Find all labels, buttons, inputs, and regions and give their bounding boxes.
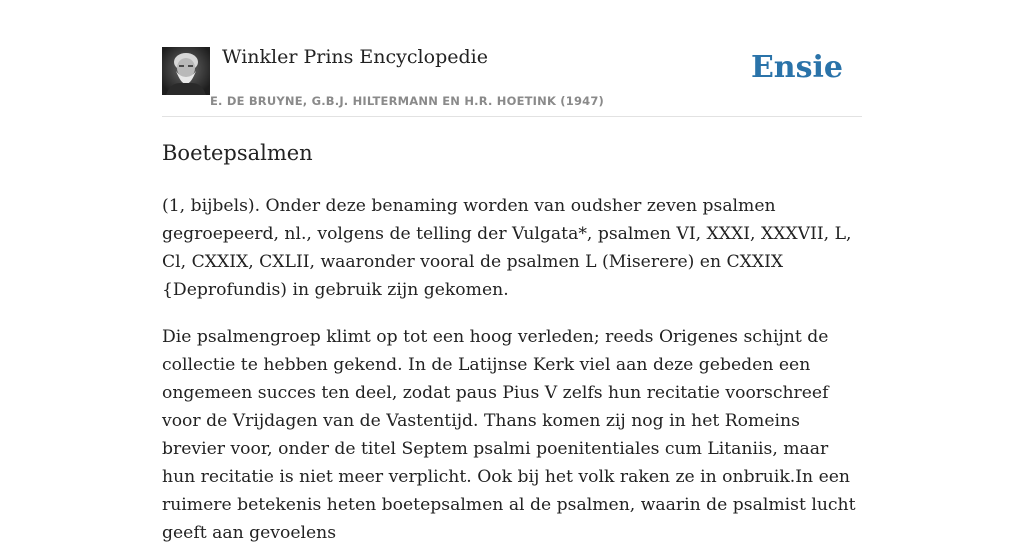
author-avatar [162, 47, 210, 95]
author-portrait-image [162, 47, 210, 95]
encyclopedia-title: Winkler Prins Encyclopedie [222, 46, 488, 68]
ensie-logo-link[interactable]: Ensie [750, 50, 843, 85]
article-paragraph-2: Die psalmengroep klimt op tot een hoog verleden; reeds Origenes schijnt de collectie te hebben gekend. In de Latijnse Kerk viel aan deze gebeden een ongemeen succes ten deel, zodat paus Pius V zelfs hun recitatie voorschreef voor de Vrijdagen van de Vastentijd. Thans komen zij nog in het Romeins brevier voor, onder de titel Septem psalmi poenitentiales cum Litaniis, maar hun recitatie is niet meer verplicht. Ook bij het volk raken ze in onbruik.In een ruimere betekenis heten boetepsalmen al de psalmen, waarin de psalmist lucht geeft aan gevoelens [162, 327, 856, 543]
article-container [162, 0, 862, 543]
article-title: Boetepsalmen [162, 141, 313, 165]
authors-credit: E. DE BRUYNE, G.B.J. HILTERMANN EN H.R. HOETINK (1947) [210, 94, 605, 108]
site-header [162, 0, 862, 117]
article-paragraph-1: (1, bijbels). Onder deze benaming worden van oudsher zeven psalmen gegroepeerd, nl., volgens de telling der Vulgata*, psalmen VI, XXXI, XXXVII, L, Cl, CXXIX, CXLII, waaronder vooral de psalmen L (Miserere) en CXXIX {Deprofundis) in gebruik zijn gekomen. [162, 196, 852, 300]
